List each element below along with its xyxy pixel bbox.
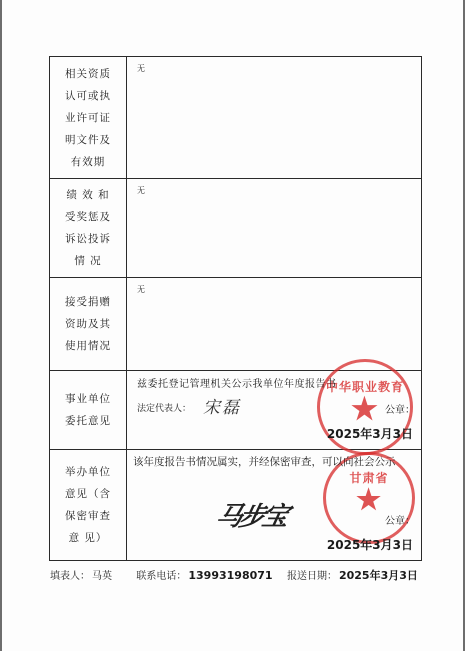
row-label-entrust: 事业单位 委托意见 (50, 371, 127, 450)
sponsor-date: 2025年3月3日 (326, 538, 413, 552)
legal-rep-signature: 宋磊 (203, 398, 241, 418)
filler-label: 填表人： (50, 571, 90, 582)
row-entrust (50, 371, 422, 450)
seal-star-icon: ★ (351, 392, 379, 427)
legal-rep-label: 法定代表人： (137, 404, 192, 414)
row-sponsor (50, 450, 422, 561)
entrust-seal-label: 公章： (385, 405, 415, 416)
row-value-performance: 无 (127, 179, 422, 278)
row-qualification (50, 57, 422, 179)
row-performance (50, 179, 422, 278)
sponsor-signature: 马步宝 (213, 502, 289, 532)
filler-name: 马英 (92, 571, 112, 582)
submit-date: 2025年3月3日 (338, 569, 418, 582)
sponsor-seal-star-icon: ★ (355, 483, 383, 516)
report-form-table (49, 56, 422, 561)
row-label-sponsor: 举办单位 意见（含 保密审查 意 见） (50, 450, 127, 561)
row-donations (50, 278, 422, 371)
sponsor-seal-label: 公章： (385, 516, 415, 527)
form-footer (50, 567, 418, 583)
row-value-sponsor (127, 450, 422, 561)
phone-number: 13993198071 (188, 569, 273, 582)
row-value-donations: 无 (127, 278, 422, 371)
row-label-qualification: 相关资质 认可或执 业许可证 明文件及 有效期 (50, 57, 127, 179)
sponsor-opinion: 该年度报告书情况属实，并经保密审查，可以向社会公示 (133, 456, 396, 468)
row-value-qualification: 无 (127, 57, 422, 179)
row-label-donations: 接受捐赠 资助及其 使用情况 (50, 278, 127, 371)
sponsor-seal: 甘肃省 ★ (323, 452, 415, 544)
entrust-date: 2025年3月3日 (326, 427, 413, 441)
submit-date-label: 报送日期： (286, 571, 337, 582)
unit-seal: 中华职业教育 ★ (317, 359, 413, 455)
row-value-entrust (127, 371, 422, 450)
entrust-statement: 兹委托登记管理机关公示我单位年度报告书 (137, 379, 337, 390)
phone-label: 联系电话： (136, 571, 187, 582)
row-label-performance: 绩 效 和 受奖惩及 诉讼投诉 情 况 (50, 179, 127, 278)
